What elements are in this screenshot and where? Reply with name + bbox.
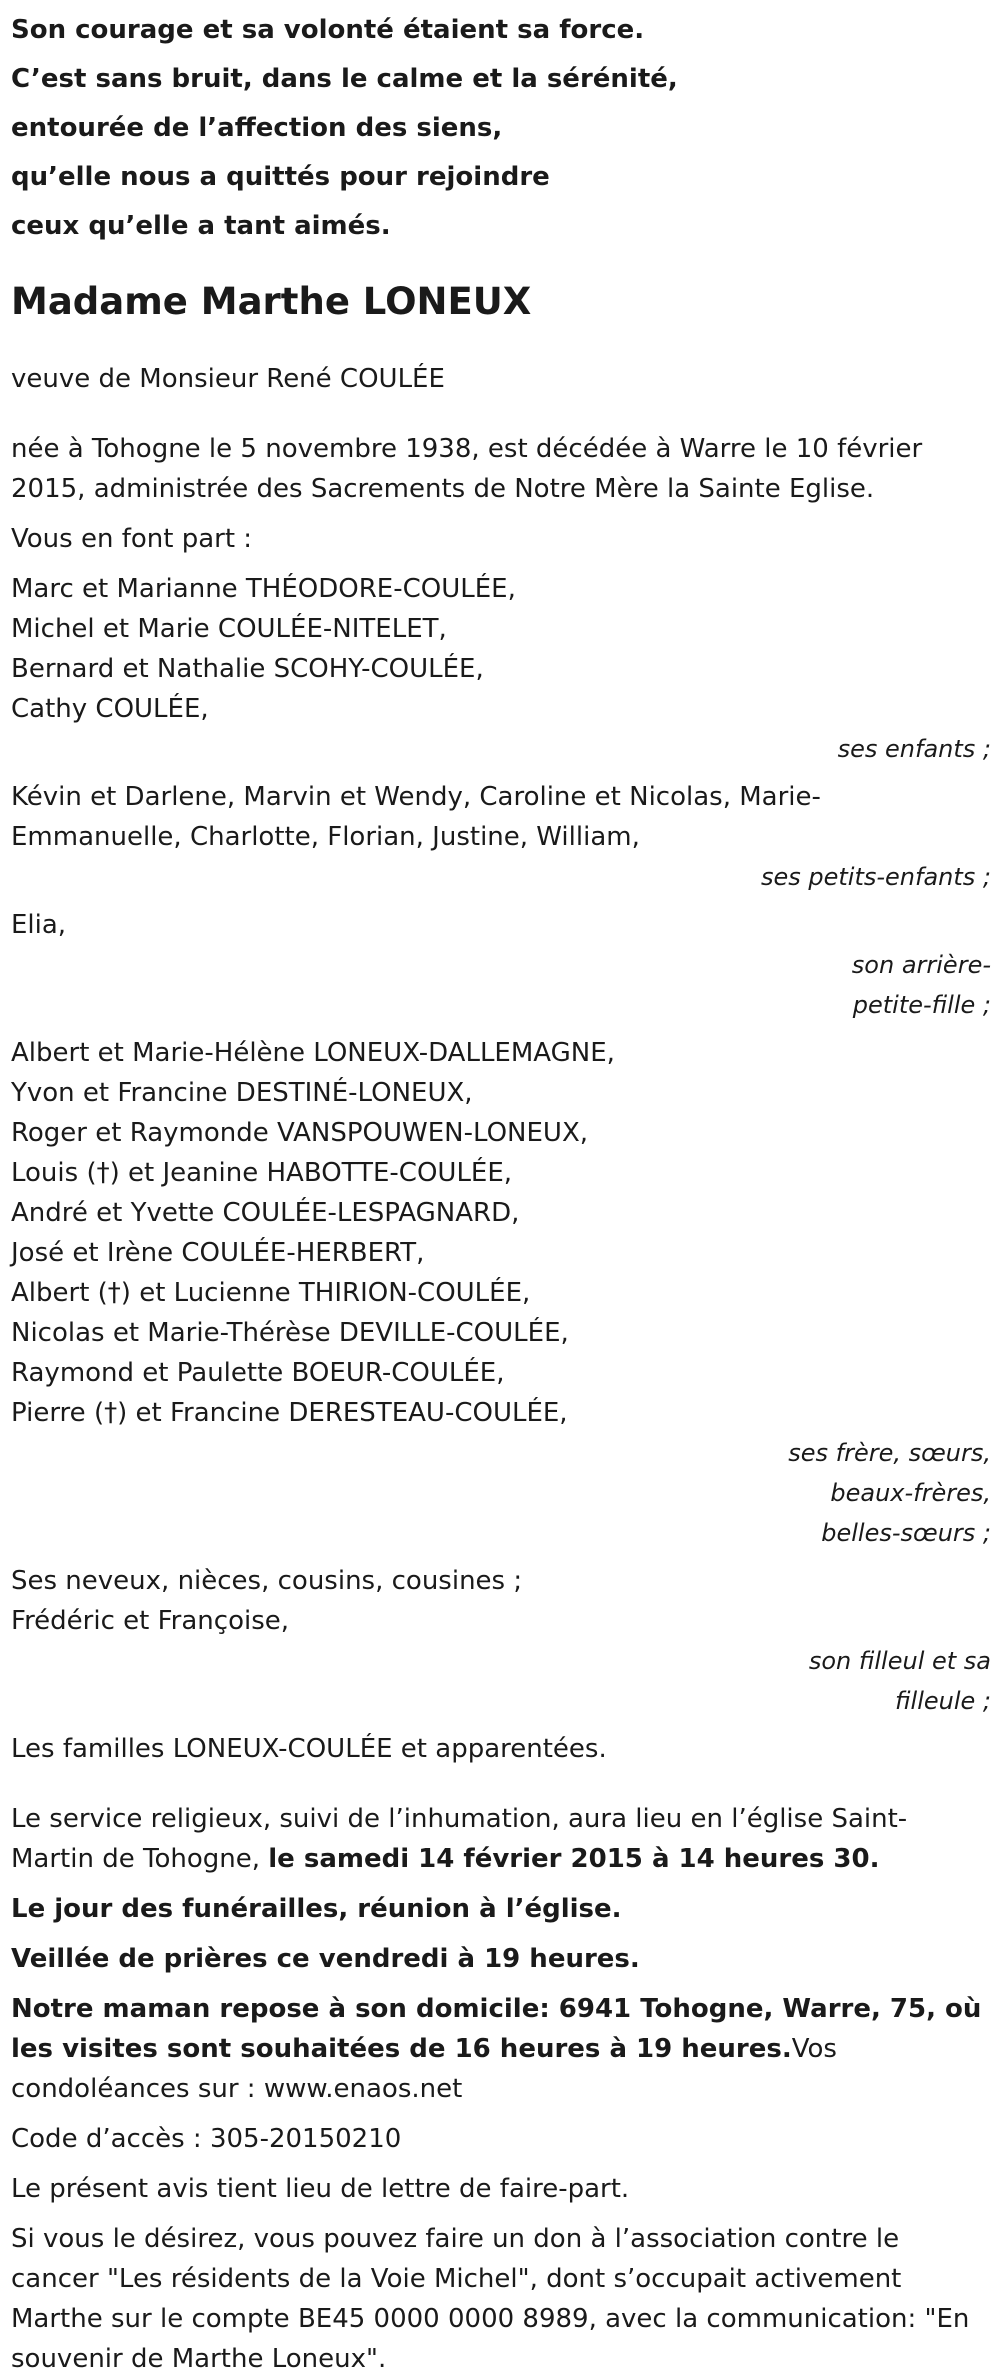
epigraph-line: C’est sans bruit, dans le calme et la sérénité, — [11, 64, 678, 94]
list-item: Roger et Raymonde VANSPOUWEN-LONEUX, — [11, 1118, 589, 1148]
epigraph-line: ceux qu’elle a tant aimés. — [11, 211, 391, 241]
list-item: Nicolas et Marie-Thérèse DEVILLE-COULÉE, — [11, 1318, 569, 1348]
grandchildren-text: Kévin et Darlene, Marvin et Wendy, Caroline et Nicolas, Marie-Emmanuelle, Charlotte, Florian, Justine, William, — [11, 782, 821, 852]
rest-text — [11, 1989, 991, 2109]
meeting-text: Le jour des funérailles, réunion à l’église. — [11, 1894, 622, 1924]
list-item: Michel et Marie COULÉE-NITELET, — [11, 614, 447, 644]
role-line: ses frère, sœurs, — [788, 1439, 991, 1467]
birth-death-text: née à Tohogne le 5 novembre 1938, est décédée à Warre le 10 février 2015, administrée des Sacrements de Notre Mère la Sainte Eglise. — [11, 434, 923, 504]
list-item: Raymond et Paulette BOEUR-COULÉE, — [11, 1358, 505, 1388]
list-item: André et Yvette COULÉE-LESPAGNARD, — [11, 1198, 520, 1228]
donation-text: Si vous le désirez, vous pouvez faire un don à l’association contre le cancer "Les résidents de la Voie Michel", dont s’occupait activement Marthe sur le compte BE45 0000 0000 8989, avec la communication: "En souvenir de Marthe Loneux". — [11, 2224, 970, 2374]
children-list — [11, 569, 991, 729]
epigraph-line: Son courage et sa volonté étaient sa force. — [11, 15, 645, 45]
deceased-name: Madame Marthe LONEUX — [11, 280, 532, 323]
role-children: ses enfants ; — [837, 735, 991, 763]
vigil-text: Veillée de prières ce vendredi à 19 heures. — [11, 1944, 640, 1974]
service-datetime: le samedi 14 février 2015 à 14 heures 30. — [268, 1844, 880, 1874]
list-item: Ses neveux, nièces, cousins, cousines ; — [11, 1566, 523, 1596]
list-item: Pierre (†) et Francine DERESTEAU-COULÉE, — [11, 1398, 568, 1428]
role-line: filleule ; — [895, 1687, 991, 1715]
siblings-list — [11, 1033, 991, 1433]
role-great-grandchild — [11, 945, 991, 1025]
role-siblings — [11, 1433, 991, 1553]
list-item: Yvon et Francine DESTINÉ-LONEUX, — [11, 1078, 473, 1108]
service-text — [11, 1799, 941, 1879]
notice-text: Le présent avis tient lieu de lettre de faire-part. — [11, 2174, 630, 2204]
condolences-text: Vos condoléances sur : www.enaos.net — [11, 2034, 837, 2104]
relatives-list — [11, 1561, 991, 1641]
widow-of: veuve de Monsieur René COULÉE — [11, 364, 445, 394]
list-item: Louis (†) et Jeanine HABOTTE-COULÉE, — [11, 1158, 513, 1188]
epigraph-line: qu’elle nous a quittés pour rejoindre — [11, 162, 550, 192]
role-grandchildren: ses petits-enfants ; — [760, 863, 991, 891]
role-line: belles-sœurs ; — [821, 1519, 991, 1547]
access-code: Code d’accès : 305-20150210 — [11, 2124, 402, 2154]
role-line: son arrière- — [851, 951, 991, 979]
families-text: Les familles LONEUX-COULÉE et apparentées. — [11, 1734, 607, 1764]
list-item: Frédéric et Françoise, — [11, 1606, 290, 1636]
list-item: Albert et Marie-Hélène LONEUX-DALLEMAGNE, — [11, 1038, 615, 1068]
epigraph — [11, 6, 991, 251]
list-item: Marc et Marianne THÉODORE-COULÉE, — [11, 574, 516, 604]
list-item: Albert (†) et Lucienne THIRION-COULÉE, — [11, 1278, 531, 1308]
service-plain: Le service religieux, suivi de l’inhumation, aura lieu en l’église Saint-Martin de Tohogne, — [11, 1804, 908, 1874]
obituary-text — [11, 6, 991, 2379]
announce-text: Vous en font part : — [11, 524, 253, 554]
list-item: José et Irène COULÉE-HERBERT, — [11, 1238, 425, 1268]
role-line: petite-fille ; — [852, 991, 991, 1019]
great-grandchild-text: Elia, — [11, 910, 67, 940]
role-line: son filleul et sa — [808, 1647, 991, 1675]
list-item: Cathy COULÉE, — [11, 694, 209, 724]
role-godchildren — [11, 1641, 991, 1721]
rest-location: Notre maman repose à son domicile: 6941 Tohogne, Warre, 75, où les visites sont souhaitées de 16 heures à 19 heures. — [11, 1994, 982, 2064]
role-line: beaux-frères, — [830, 1479, 991, 1507]
epigraph-line: entourée de l’affection des siens, — [11, 113, 503, 143]
list-item: Bernard et Nathalie SCOHY-COULÉE, — [11, 654, 484, 684]
